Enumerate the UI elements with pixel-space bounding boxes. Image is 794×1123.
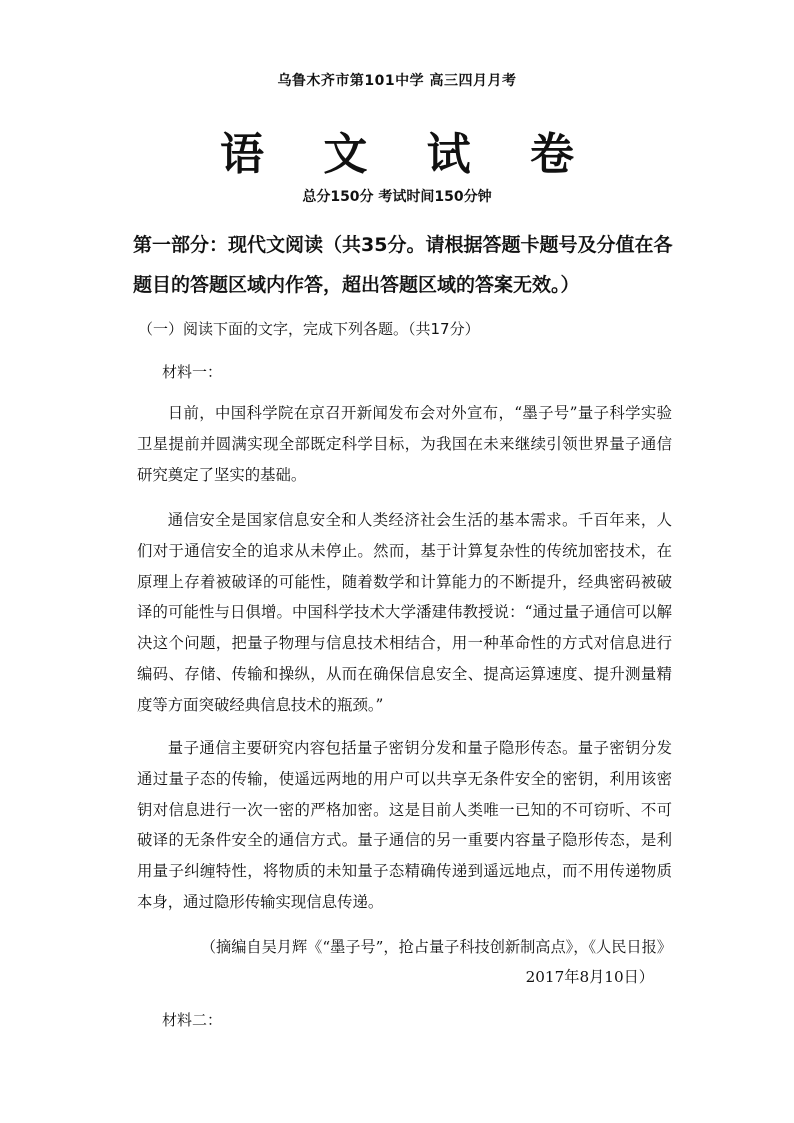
material-one-label: 材料一：: [162, 363, 223, 381]
section-one-heading: （一）阅读下面的文字，完成下列各题。（共17分）: [138, 320, 480, 338]
page-title: 语 文 试 卷: [220, 129, 596, 180]
part-one-heading: 第一部分：现代文阅读（共35分。请根据答题卡题号及分值在各题目的答题区域内作答，超出答题区域的答案无效。）: [133, 234, 673, 296]
exam-info: 总分150分 考试时间150分钟: [302, 189, 492, 205]
paragraph-2: 通信安全是国家信息安全和人类经济社会生活的基本需求。千百年来，人们对于通信安全的追求从未停止。然而，基于计算复杂性的传统加密技术，在原理上存着被破译的可能性，随着数学和计算能力的不断提升，经典密码被破译的可能性与日俱增。中国科学技术大学潘建伟教授说：“通过量子通信可以解决这个问题，把量子物理与信息技术相结合，用一种革命性的方式对信息进行编码、存储、传输和操纵，从而在确保信息安全、提高运算速度、提升测量精度等方面突破经典信息技术的瓶颈。”: [137, 511, 672, 714]
paragraph-1: 日前，中国科学院在京召开新闻发布会对外宣布，“墨子号”量子科学实验卫星提前并圆满实现全部既定科学目标，为我国在未来继续引领世界量子通信研究奠定了坚实的基础。: [137, 404, 672, 484]
source-citation: [160, 932, 672, 992]
school-header: 乌鲁木齐市第101中学 高三四月月考: [277, 73, 517, 89]
source-line-1: （摘编自吴月辉《“墨子号”，抢占量子科技创新制高点》，《人民日报》: [200, 938, 672, 956]
source-line-2: 2017年8月10日）: [525, 968, 654, 986]
paragraph-3: 量子通信主要研究内容包括量子密钥分发和量子隐形传态。量子密钥分发通过量子态的传输，使遥远两地的用户可以共享无条件安全的密钥，利用该密钥对信息进行一次一密的严格加密。这是目前人类唯一已知的不可窃听、不可破译的无条件安全的通信方式。量子通信的另一重要内容量子隐形传态，是利用量子纠缠特性，将物质的未知量子态精确传递到遥远地点，而不用传递物质本身，通过隐形传输实现信息传递。: [137, 739, 672, 911]
material-two-label: 材料二：: [162, 1011, 223, 1029]
